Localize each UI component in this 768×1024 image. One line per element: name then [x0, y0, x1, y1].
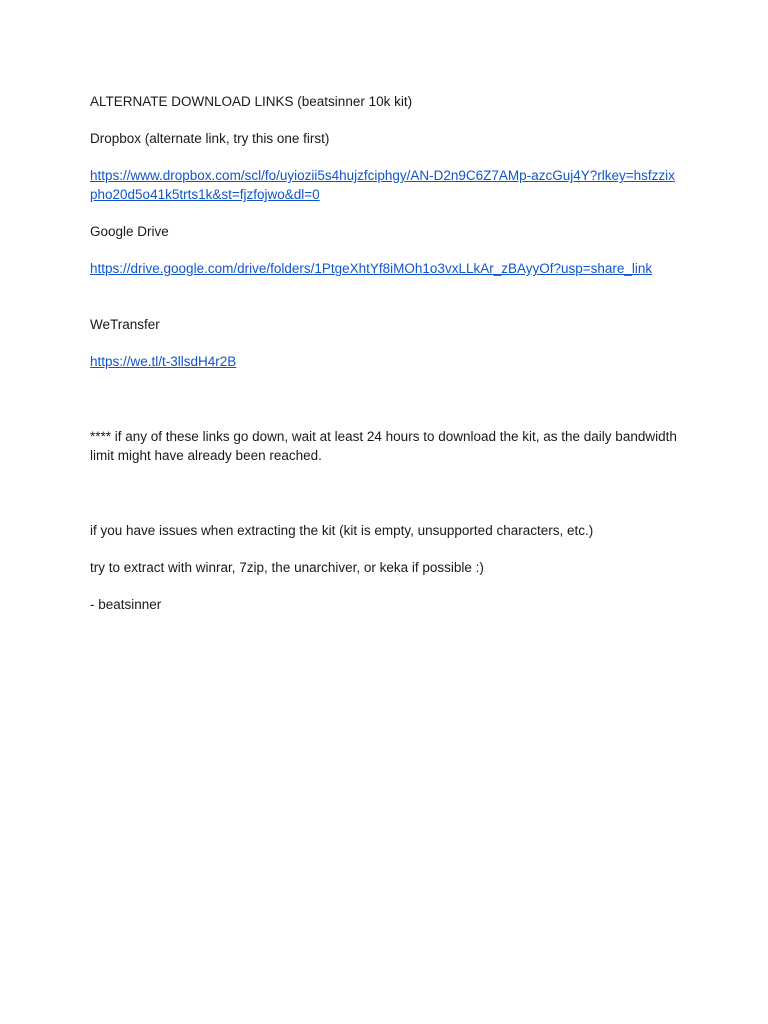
extract-text: try to extract with winrar, 7zip, the unarchiver, or keka if possible :): [90, 560, 484, 575]
wetransfer-link[interactable]: https://we.tl/t-3llsdH4r2B: [90, 354, 237, 369]
spacer: [90, 334, 680, 352]
issues-text: if you have issues when extracting the kit (kit is empty, unsupported characters, etc.): [90, 523, 594, 538]
dropbox-link-line: [90, 166, 680, 204]
spacer: [90, 204, 680, 222]
spacer: [90, 278, 680, 315]
signature: - beatsinner: [90, 597, 162, 612]
document-page: [90, 92, 680, 614]
gdrive-link[interactable]: https://drive.google.com/drive/folders/1PtgeXhtYf8iMOh1o3vxLLkAr_zBAyyOf?usp=share_link: [90, 261, 653, 276]
spacer: [90, 111, 680, 129]
wetransfer-link-line: [90, 352, 680, 371]
gdrive-link-line: [90, 259, 680, 278]
spacer: [90, 148, 680, 166]
spacer: [90, 577, 680, 595]
spacer: [90, 540, 680, 558]
spacer: [90, 241, 680, 259]
dropbox-link[interactable]: https://www.dropbox.com/scl/fo/uyiozii5s4hujzfciphgy/AN-D2n9C6Z7AMp-azcGuj4Y?rlkey=hsfzzixpho20d5o41k5trts1k&st=fjzfojwo&dl=0: [90, 168, 675, 202]
spacer: [90, 465, 680, 521]
bandwidth-note: **** if any of these links go down, wait at least 24 hours to download the kit, as the daily bandwidth limit might have already been reached.: [90, 429, 677, 463]
wetransfer-heading: WeTransfer: [90, 317, 160, 332]
dropbox-heading: Dropbox (alternate link, try this one first): [90, 131, 330, 146]
gdrive-heading: Google Drive: [90, 224, 169, 239]
spacer: [90, 371, 680, 427]
document-title: ALTERNATE DOWNLOAD LINKS (beatsinner 10k kit): [90, 94, 413, 109]
